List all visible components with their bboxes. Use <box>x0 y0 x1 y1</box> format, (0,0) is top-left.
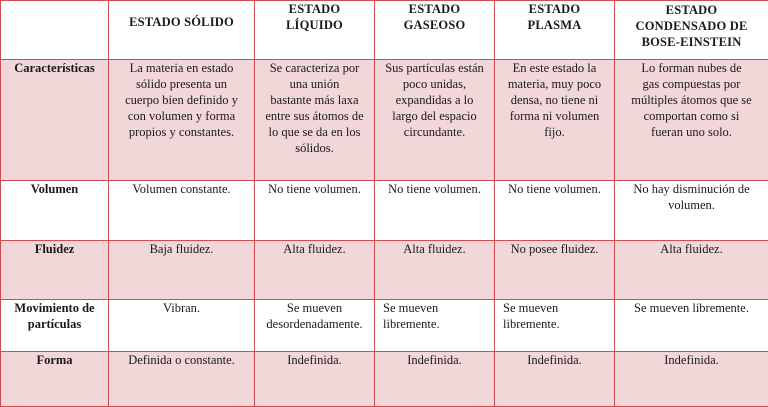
table-cell: Indefinida. <box>375 352 495 407</box>
table-row-movimiento <box>1 300 768 352</box>
header-row <box>1 1 768 60</box>
table-cell: Definida o constante. <box>109 352 255 407</box>
table-cell: Alta fluidez. <box>375 241 495 300</box>
header-estado-plasma: ESTADO PLASMA <box>495 1 615 60</box>
table-cell: Vibran. <box>109 300 255 352</box>
row-label-volumen: Volumen <box>1 181 109 241</box>
header-estado-liquido: ESTADO LÍQUIDO <box>255 1 375 60</box>
table-cell: No tiene volumen. <box>495 181 615 241</box>
row-label-caracteristicas: Características <box>1 60 109 181</box>
table-row-forma <box>1 352 768 407</box>
table-cell: En este estado la materia, muy poco densa, no tiene ni forma ni volumen fijo. <box>495 60 615 181</box>
table-cell: Indefinida. <box>495 352 615 407</box>
row-label-forma: Forma <box>1 352 109 407</box>
table-cell: Volumen constante. <box>109 181 255 241</box>
header-estado-solido: ESTADO SÓLIDO <box>109 1 255 60</box>
header-estado-gaseoso: ESTADO GASEOSO <box>375 1 495 60</box>
table-cell: Sus partículas están poco unidas, expandidas a lo largo del espacio circundante. <box>375 60 495 181</box>
table-cell: Se mueven libremente. <box>615 300 768 352</box>
table-row-fluidez <box>1 241 768 300</box>
table-cell: Se mueven libremente. <box>495 300 615 352</box>
table-cell: Lo forman nubes de gas compuestas por múltiples átomos que se comportan como si fueran uno solo. <box>615 60 768 181</box>
table-cell: No tiene volumen. <box>375 181 495 241</box>
table-cell: No tiene volumen. <box>255 181 375 241</box>
table-cell: Alta fluidez. <box>255 241 375 300</box>
table-row-caracteristicas <box>1 60 768 181</box>
table-cell: Se mueven desordenadamente. <box>255 300 375 352</box>
table-cell: No posee fluidez. <box>495 241 615 300</box>
table-cell: Indefinida. <box>615 352 768 407</box>
table-cell: No hay disminución de volumen. <box>615 181 768 241</box>
table-cell: Indefinida. <box>255 352 375 407</box>
header-estado-bose-einstein: ESTADO CONDENSADO DE BOSE-EINSTEIN <box>615 1 768 60</box>
table-cell: Alta fluidez. <box>615 241 768 300</box>
row-label-fluidez: Fluidez <box>1 241 109 300</box>
table-cell: Se mueven libremente. <box>375 300 495 352</box>
table-cell: Baja fluidez. <box>109 241 255 300</box>
table-cell: Se caracteriza por una unión bastante más laxa entre sus átomos de lo que se da en los sólidos. <box>255 60 375 181</box>
corner-cell <box>1 1 109 60</box>
table-row-volumen <box>1 181 768 241</box>
row-label-movimiento: Movimiento de partículas <box>1 300 109 352</box>
table-cell: La materia en estado sólido presenta un cuerpo bien definido y con volumen y forma propios y constantes. <box>109 60 255 181</box>
